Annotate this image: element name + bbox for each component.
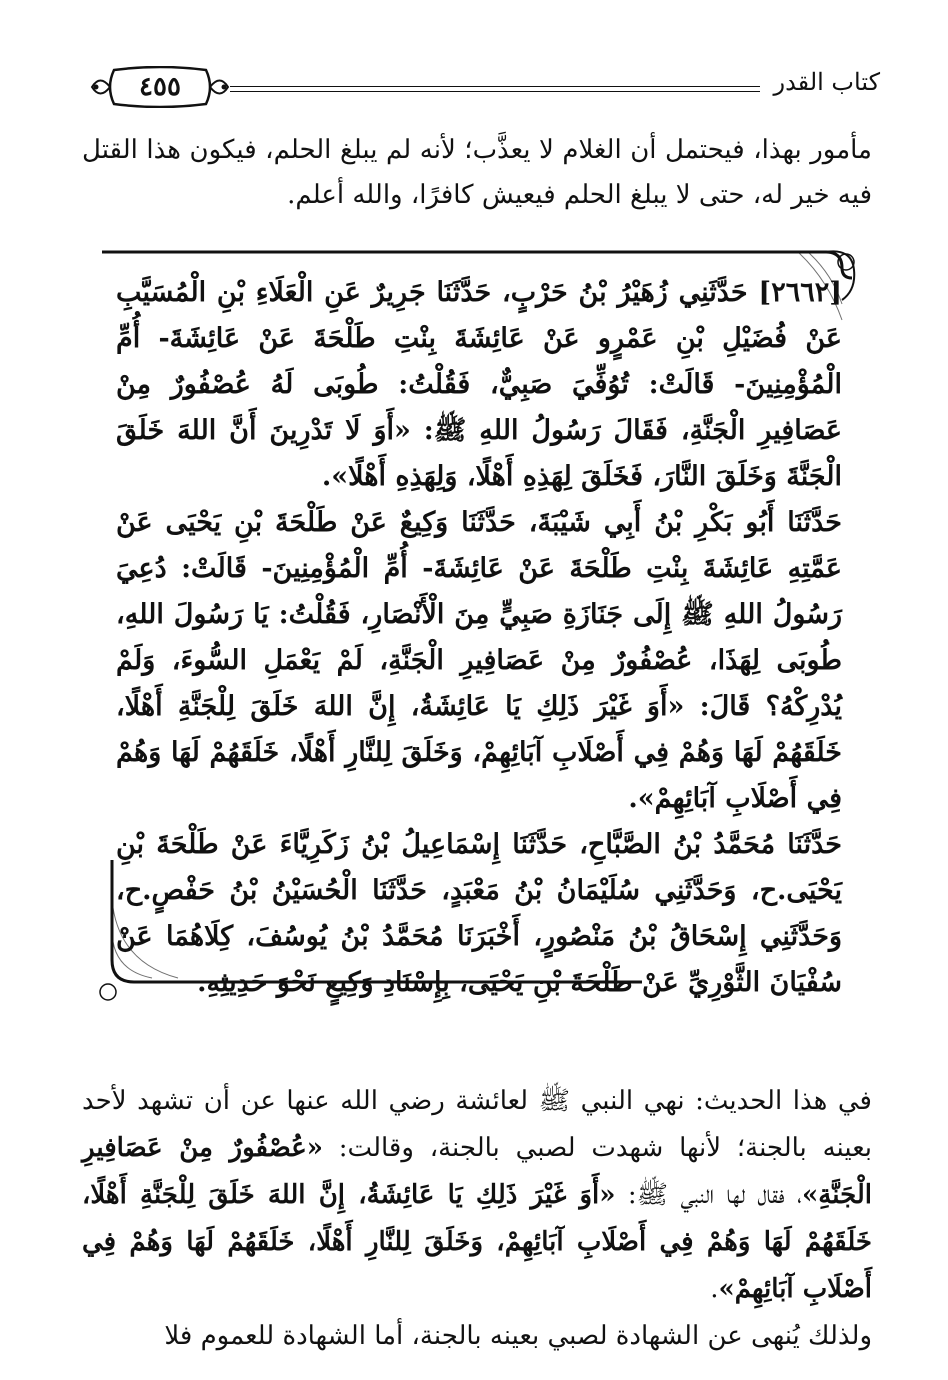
hadith-block xyxy=(116,270,842,1006)
hadith-paragraph-1: [٢٦٦٢] حَدَّثَنِي زُهَيْرُ بْنُ حَرْبٍ، حَدَّثَنَا جَرِيرٌ عَنِ الْعَلَاءِ بْنِ الْمُسَيَّبِ عَنْ فُضَيْلِ بْنِ عَمْرٍو عَنْ عَائِشَةَ بِنْتِ طَلْحَةَ عَنْ عَائِشَةَ- أُمِّ الْمُؤْمِنِينَ- قَالَتْ: تُوُفِّيَ صَبِيٌّ، فَقُلْتُ: طُوبَى لَهُ عُصْفُورٌ مِنْ عَصَافِيرِ الْجَنَّةِ، فَقَالَ رَسُولُ اللهِ ﷺ: «أَوَ لَا تَدْرِينَ أَنَّ اللهَ خَلَقَ الْجَنَّةَ وَخَلَقَ النَّارَ، فَخَلَقَ لِهَذِهِ أَهْلًا، وَلِهَذِهِ أَهْلًا». xyxy=(116,277,842,492)
commentary-paragraph-2: ولذلك يُنهى عن الشهادة لصبي بعينه بالجنة، أما الشهادة للعموم فلا xyxy=(164,1321,872,1351)
commentary-text-c: . xyxy=(710,1274,719,1304)
commentary-paragraph-1 xyxy=(82,1078,872,1313)
hadith-paragraph-2: حَدَّثَنَا أَبُو بَكْرِ بْنُ أَبِي شَيْبَةَ، حَدَّثَنَا وَكِيعٌ عَنْ طَلْحَةَ بْنِ يَحْيَى عَنْ عَمَّتِهِ عَائِشَةَ بِنْتِ طَلْحَةَ عَنْ عَائِشَةَ- أُمِّ الْمُؤْمِنِينَ- قَالَتْ: دُعِيَ رَسُولُ اللهِ ﷺ إِلَى جَنَازَةِ صَبِيٍّ مِنَ الْأَنْصَارِ، فَقُلْتُ: يَا رَسُولَ اللهِ، طُوبَى لِهَذَا، عُصْفُورٌ مِنْ عَصَافِيرِ الْجَنَّةِ، لَمْ يَعْمَلِ السُّوءَ، وَلَمْ يُدْرِكْهُ؟ قَالَ: «أَوَ غَيْرَ ذَلِكِ يَا عَائِشَةُ، إِنَّ اللهَ خَلَقَ لِلْجَنَّةِ أَهْلًا، خَلَقَهُمْ لَهَا وَهُمْ فِي أَصْلَابِ آبَائِهِمْ، وَخَلَقَ لِلنَّارِ أَهْلًا، خَلَقَهُمْ لَهَا وَهُمْ فِي أَصْلَابِ آبَائِهِمْ». xyxy=(116,507,842,814)
page-header xyxy=(70,60,880,110)
header-rule xyxy=(230,86,760,92)
commentary-quote-1: «عُصْفُورٌ مِنْ عَصَافِيرِ الْجَنَّةِ» xyxy=(82,1133,872,1210)
intro-paragraph: مأمور بهذا، فيحتمل أن الغلام لا يعذَّب؛ لأنه لم يبلغ الحلم، فيكون هذا القتل فيه خير له، حتى لا يبلغ الحلم فيعيش كافرًا، والله أعلم. xyxy=(82,135,872,210)
page-number: ٤٥٥ xyxy=(139,72,181,102)
commentary-text-a: في هذا الحديث: نهي النبي ﷺ لعائشة رضي الله عنها عن أن تشهد لأحد بعينه بالجنة؛ لأنها شهدت لصبي بالجنة، وقالت: xyxy=(82,1086,873,1163)
commentary-block xyxy=(82,1078,872,1360)
commentary-text-b: ، فقال لها النبي ﷺ: xyxy=(615,1180,803,1210)
hadith-paragraph-3: حَدَّثَنَا مُحَمَّدُ بْنُ الصَّبَّاحِ، حَدَّثَنَا إِسْمَاعِيلُ بْنُ زَكَرِيَّاءَ عَنْ طَلْحَةَ بْنِ يَحْيَى.ح، وَحَدَّثَنِي سُلَيْمَانُ بْنُ مَعْبَدٍ، حَدَّثَنَا الْحُسَيْنُ بْنُ حَفْصٍ.ح، وَحَدَّثَنِي إِسْحَاقُ بْنُ مَنْصُورٍ، أَخْبَرَنَا مُحَمَّدُ بْنُ يُوسُفَ، كِلَاهُمَا عَنْ سُفْيَانَ الثَّوْرِيِّ عَنْ طَلْحَةَ بْنِ يَحْيَى، بِإِسْنَادِ وَكِيعٍ نَحْوَ حَدِيثِهِ. xyxy=(116,829,842,998)
book-title: كتاب القدر xyxy=(773,68,880,96)
commentary-quote-2: «أَوَ غَيْرَ ذَلِكِ يَا عَائِشَةُ، إِنَّ اللهَ خَلَقَ لِلْجَنَّةِ أَهْلًا، خَلَقَهُمْ لَهَا وَهُمْ فِي أَصْلَابِ آبَائِهِمْ، وَخَلَقَ لِلنَّارِ أَهْلًا، خَلَقَهُمْ لَهَا وَهُمْ فِي أَصْلَابِ آبَائِهِمْ» xyxy=(82,1180,872,1304)
